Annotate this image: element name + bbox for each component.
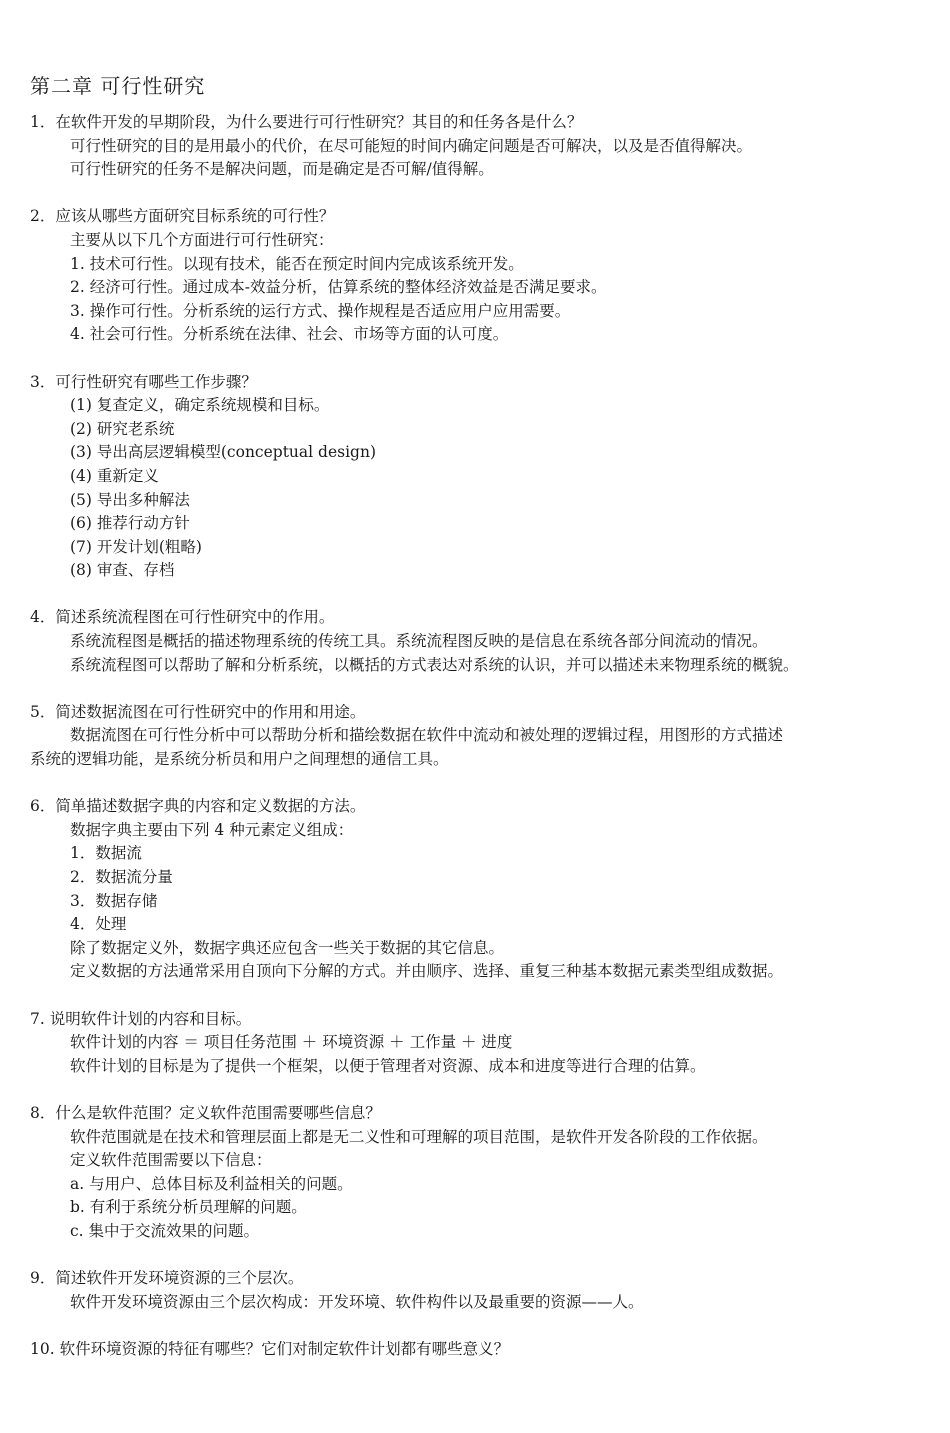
answer-line: 系统流程图可以帮助了解和分析系统，以概括的方式表达对系统的认识，并可以描述未来物理系统的概貌。 <box>70 655 799 674</box>
list-item: 3. 操作可行性。分析系统的运行方式、操作规程是否适应用户应用需要。 <box>70 301 571 320</box>
blank-line <box>0 984 950 1008</box>
blank-line <box>0 772 950 796</box>
answer-line: 可行性研究的任务不是解决问题，而是确定是否可解/值得解。 <box>70 160 494 179</box>
list-item: b. 有利于系统分析员理解的问题。 <box>70 1198 307 1217</box>
question-line: 10. 软件环境资源的特征有哪些？它们对制定软件计划都有哪些意义？ <box>30 1339 510 1358</box>
answer-line: 定义数据的方法通常采用自顶向下分解的方式。并由顺序、选择、重复三种基本数据元素类型组成数据。 <box>70 962 784 981</box>
step-item: (7) 开发计划(粗略) <box>70 537 202 556</box>
answer-line: 软件开发环境资源由三个层次构成：开发环境、软件构件以及最重要的资源——人。 <box>70 1292 644 1311</box>
answer-line: 数据流图在可行性分析中可以帮助分析和描绘数据在软件中流动和被处理的逻辑过程，用图形的方式描述 <box>70 726 784 745</box>
blank-line <box>0 677 950 701</box>
answer-line: 数据字典主要由下列 4 种元素定义组成： <box>70 820 354 839</box>
question-line: 2．应该从哪些方面研究目标系统的可行性？ <box>30 207 335 226</box>
blank-line <box>0 583 950 607</box>
blank-line <box>0 1078 950 1102</box>
blank-line <box>0 347 950 371</box>
list-item: c. 集中于交流效果的问题。 <box>70 1221 260 1240</box>
step-item: (4) 重新定义 <box>70 466 159 485</box>
answer-line: 系统的逻辑功能，是系统分析员和用户之间理想的通信工具。 <box>30 750 449 769</box>
list-item: 2．数据流分量 <box>70 868 173 886</box>
list-item: a. 与用户、总体目标及利益相关的问题。 <box>70 1174 353 1193</box>
step-item: (6) 推荐行动方针 <box>70 514 190 533</box>
answer-line: 定义软件范围需要以下信息： <box>70 1151 272 1170</box>
answer-line: 可行性研究的目的是用最小的代价，在尽可能短的时间内确定问题是否可解决，以及是否值得解决。 <box>70 136 753 155</box>
blank-line <box>0 1314 950 1338</box>
step-item: (3) 导出高层逻辑模型(conceptual design) <box>70 443 376 462</box>
list-item: 3．数据存储 <box>70 891 158 910</box>
answer-line: 软件范围就是在技术和管理层面上都是无二义性和可理解的项目范围，是软件开发各阶段的工作依据。 <box>70 1127 768 1146</box>
question-line: 6．简单描述数据字典的内容和定义数据的方法。 <box>30 797 366 816</box>
question-line: 5．简述数据流图在可行性研究中的作用和用途。 <box>30 702 366 721</box>
question-line: 1．在软件开发的早期阶段，为什么要进行可行性研究？其目的和任务各是什么？ <box>30 113 583 131</box>
list-item: 1．数据流 <box>70 844 142 863</box>
step-item: (2) 研究老系统 <box>70 419 175 438</box>
step-item: (1) 复查定义，确定系统规模和目标。 <box>70 396 330 415</box>
list-item: 2. 经济可行性。通过成本-效益分析，估算系统的整体经济效益是否满足要求。 <box>70 278 607 297</box>
blank-line <box>0 182 950 206</box>
list-item: 1. 技术可行性。以现有技术，能否在预定时间内完成该系统开发。 <box>70 254 524 273</box>
blank-line <box>0 1244 950 1268</box>
question-line: 3．可行性研究有哪些工作步骤？ <box>30 372 257 391</box>
question-line: 4．简述系统流程图在可行性研究中的作用。 <box>30 608 335 627</box>
answer-line: 系统流程图是概括的描述物理系统的传统工具。系统流程图反映的是信息在系统各部分间流动的情况。 <box>70 632 768 651</box>
question-line: 7. 说明软件计划的内容和目标。 <box>30 1009 252 1028</box>
chapter-title: 第二章 可行性研究 <box>30 74 206 98</box>
step-item: (5) 导出多种解法 <box>70 490 190 509</box>
step-item: (8) 审查、存档 <box>70 561 175 580</box>
document-body <box>0 111 950 1361</box>
answer-line: 软件计划的内容 ＝ 项目任务范围 ＋ 环境资源 ＋ 工作量 ＋ 进度 <box>70 1033 513 1052</box>
question-line: 8．什么是软件范围？定义软件范围需要哪些信息？ <box>30 1103 381 1122</box>
list-item: 4. 社会可行性。分析系统在法律、社会、市场等方面的认可度。 <box>70 325 509 344</box>
answer-line: 软件计划的目标是为了提供一个框架，以便于管理者对资源、成本和进度等进行合理的估算。 <box>70 1056 706 1075</box>
list-item: 4．处理 <box>70 915 127 934</box>
answer-line: 主要从以下几个方面进行可行性研究： <box>70 230 334 249</box>
question-line: 9．简述软件开发环境资源的三个层次。 <box>30 1269 304 1288</box>
answer-line: 除了数据定义外，数据字典还应包含一些关于数据的其它信息。 <box>70 938 505 957</box>
